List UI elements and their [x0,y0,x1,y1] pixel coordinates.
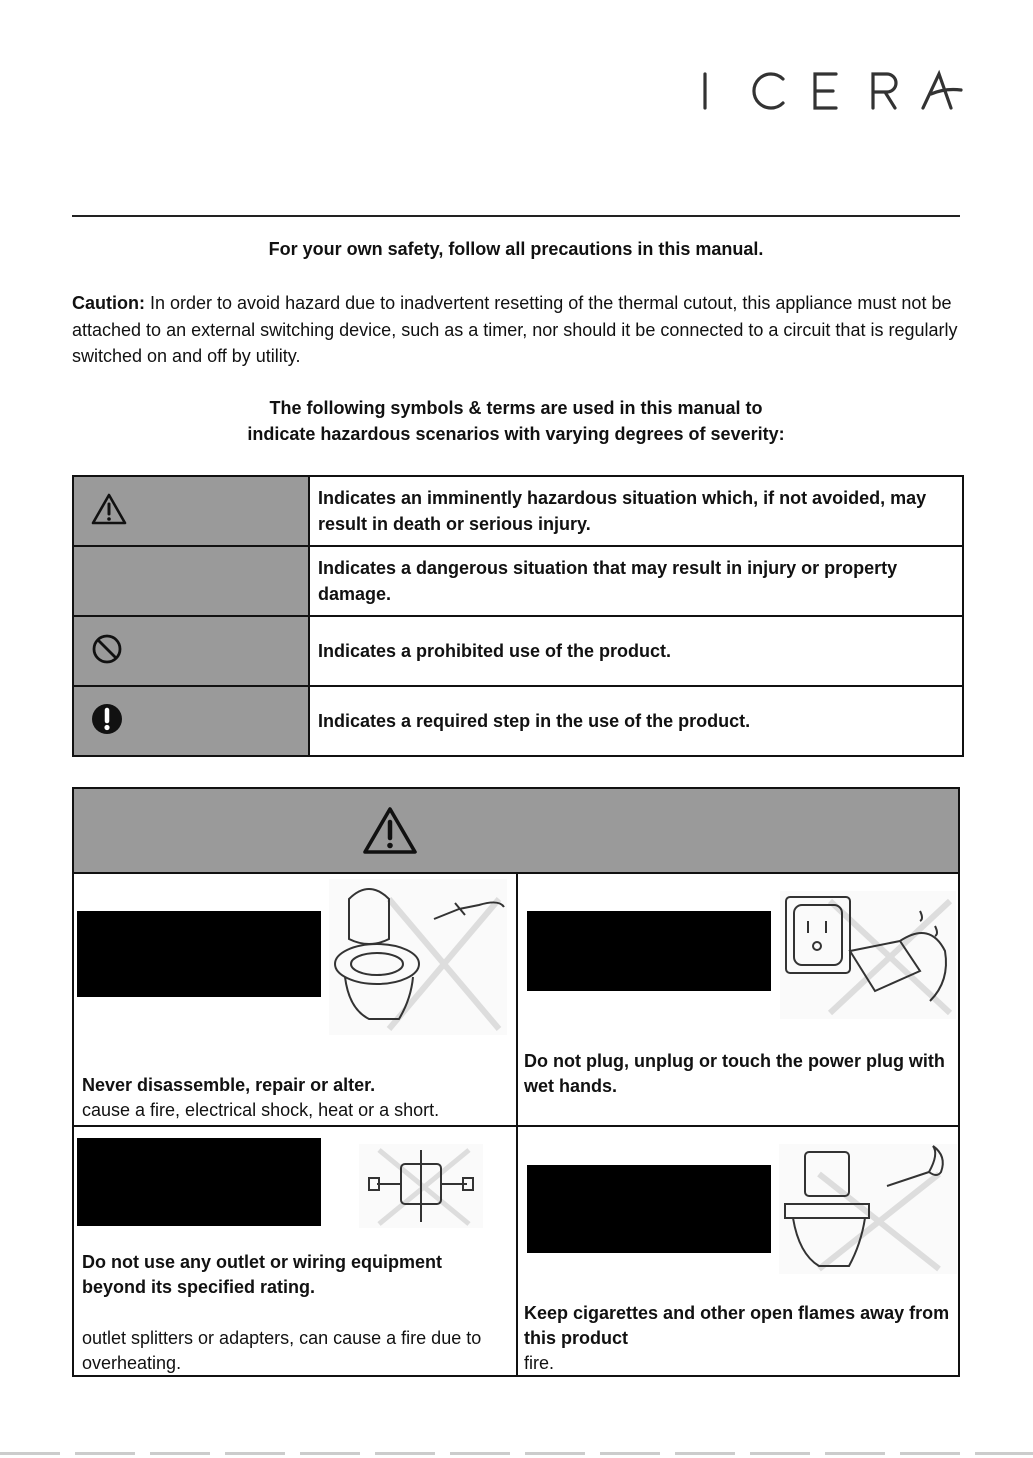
warning-title: Do not use any outlet or wiring equipment beyond its specified rating. [82,1252,443,1297]
redacted-label [77,1138,321,1226]
page-footer-strip [0,1452,1033,1455]
warning-triangle-icon [90,492,128,526]
warning-text [82,1250,507,1376]
legend-text: Indicates a required step in the use of the product. [309,686,963,756]
warning-detail: cause a fire, electrical shock, heat or a short. [82,1100,440,1120]
mandatory-exclamation-icon [90,702,124,736]
prohibited-icon [90,632,124,666]
symbols-heading-line2: indicate hazardous scenarios with varying degrees of severity: [247,424,785,444]
icera-logo [695,66,965,116]
legend-row [73,616,963,686]
safety-heading: For your own safety, follow all precautions in this manual. [268,239,764,259]
warning-text [524,1301,954,1376]
caution-text: In order to avoid hazard due to inadvertent resetting of the thermal cutout, this appliance must not be attached to an external switching device, such as a timer, nor should it be connected to a circuit that is regularly switched on and off by utility. [72,293,958,366]
warning-triangle-icon [361,805,419,857]
legend-text: Indicates a prohibited use of the product. [309,616,963,686]
symbols-heading-line1: The following symbols & terms are used in this manual to [269,398,763,418]
warning-title: Never disassemble, repair or alter. [82,1075,376,1095]
header-divider [72,215,960,217]
warning-text [524,1049,954,1099]
legend-row [73,686,963,756]
warning-title: Do not plug, unplug or touch the power plug with wet hands. [524,1051,945,1096]
caution-label: Caution: [72,293,145,313]
redacted-label [527,1165,771,1253]
warning-detail: fire. [524,1353,555,1373]
redacted-label [527,911,771,991]
warning-section [72,787,960,1377]
warning-detail: outlet splitters or adapters, can cause a fire due to overheating. [82,1328,482,1373]
wet-hands-plug-illustration [780,891,956,1019]
toilet-repair-illustration [329,879,507,1035]
legend-row [73,546,963,616]
legend-row [73,476,963,546]
overloaded-outlet-illustration [359,1144,483,1228]
symbols-legend-table [72,475,964,757]
redacted-label [77,911,321,997]
grid-divider-horizontal [74,1125,958,1127]
legend-text: Indicates a dangerous situation that may result in injury or property damage. [309,546,963,616]
warning-header-bar [74,789,958,874]
toilet-flame-illustration [779,1144,957,1274]
caution-paragraph [72,290,964,370]
legend-text: Indicates an imminently hazardous situation which, if not avoided, may result in death or serious injury. [309,476,963,546]
warning-title: Keep cigarettes and other open flames away from this product [524,1303,950,1348]
warning-text [82,1073,507,1123]
